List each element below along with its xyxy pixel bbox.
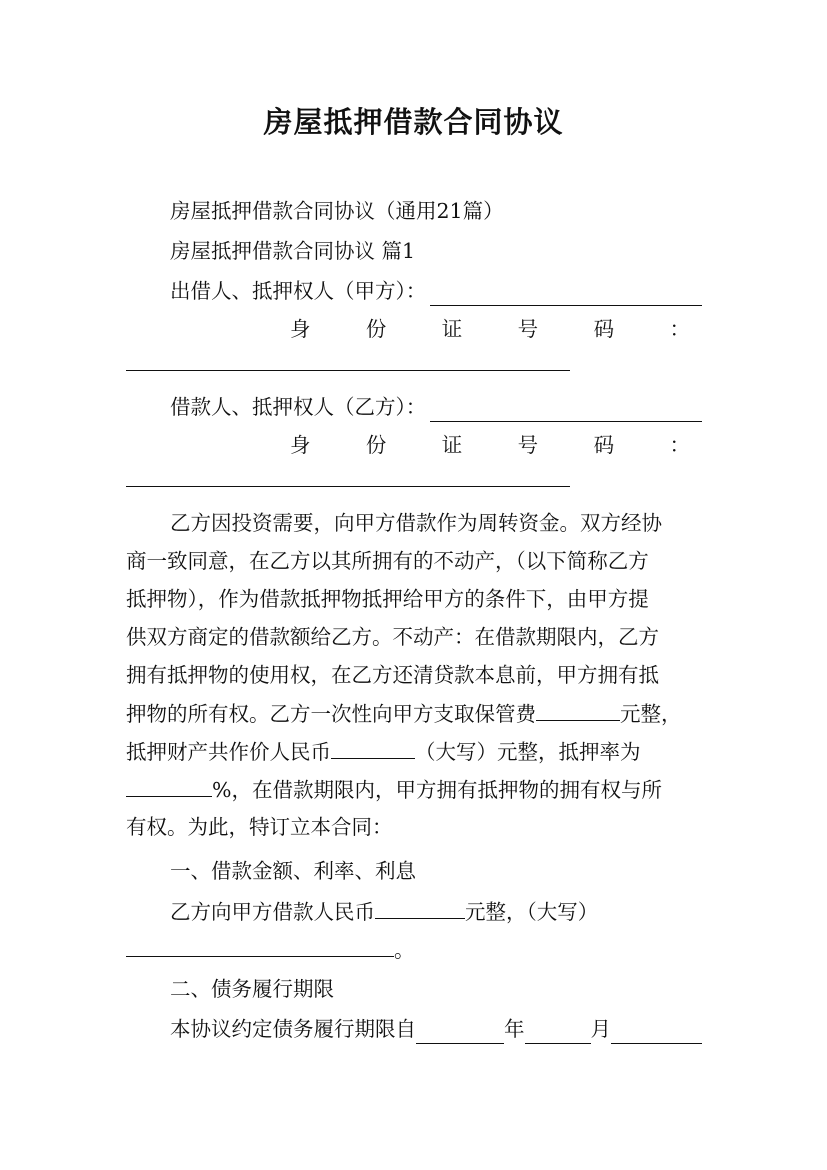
year-blank	[416, 1021, 504, 1044]
body-line: 供双方商定的借款额给乙方。不动产：在借款期限内，乙方	[126, 625, 659, 649]
value-text: 抵押财产共作价人民币	[126, 740, 331, 764]
body-line: 有权。为此，特订立本合同：	[126, 815, 393, 839]
id-char: 身	[290, 317, 311, 341]
rate-text: %，在借款期限内，甲方拥有抵押物的拥有权与所	[212, 778, 662, 802]
lender-id-blank	[126, 348, 570, 371]
id-char: 份	[365, 317, 387, 341]
fee-blank	[536, 698, 620, 721]
body-line-value	[126, 736, 702, 767]
month-blank	[525, 1021, 591, 1044]
loan-amount-unit: 元整，（大写）	[465, 900, 599, 924]
lender-field	[170, 276, 702, 306]
body-line: 乙方因投资需要，向甲方借款作为周转资金。双方经协	[170, 511, 662, 535]
loan-amount-words-blank	[126, 934, 394, 957]
section-heading-2: 二、债务履行期限	[170, 977, 334, 1001]
value-blank	[331, 736, 415, 759]
body-line: 商一致同意，在乙方以其所拥有的不动产，（以下简称乙方	[126, 549, 649, 573]
loan-amount-text: 乙方向甲方借款人民币	[170, 900, 375, 924]
body-line-rate	[126, 774, 702, 805]
id-char: 码	[593, 433, 615, 457]
loan-amount-blank	[375, 896, 465, 919]
loan-amount-line	[170, 896, 702, 927]
id-char: 号	[517, 317, 539, 341]
body-line-fee	[126, 698, 702, 729]
id-char: 份	[365, 433, 387, 457]
borrower-id-blank	[126, 464, 570, 487]
term-text: 本协议约定债务履行期限自	[170, 1017, 416, 1041]
fee-unit: 元整，	[620, 702, 682, 726]
id-char: 证	[441, 317, 463, 341]
borrower-id-blank-line	[126, 464, 702, 495]
id-char: 号	[517, 433, 539, 457]
rate-blank	[126, 774, 212, 797]
fee-text: 押物的所有权。乙方一次性向甲方支取保管费	[126, 702, 536, 726]
borrower-field	[170, 392, 702, 422]
lender-id-label	[290, 314, 690, 344]
id-char: ：	[669, 433, 690, 457]
id-char: ：	[669, 317, 690, 341]
part-heading: 房屋抵押借款合同协议 篇1	[170, 239, 416, 263]
id-char: 身	[290, 433, 311, 457]
lender-id-blank-line	[126, 348, 702, 379]
borrower-id-label	[290, 430, 690, 460]
period: 。	[394, 938, 415, 962]
month-label: 月	[590, 1017, 611, 1041]
loan-amount-words-line	[126, 934, 702, 965]
intro-line: 房屋抵押借款合同协议（通用21篇）	[170, 199, 504, 223]
id-char: 证	[441, 433, 463, 457]
body-line: 抵押物），作为借款抵押物抵押给甲方的条件下，由甲方提	[126, 587, 649, 611]
body-line: 拥有抵押物的使用权，在乙方还清贷款本息前，甲方拥有抵	[126, 663, 659, 687]
id-char: 码	[593, 317, 615, 341]
borrower-blank	[430, 399, 702, 422]
day-blank	[611, 1021, 702, 1044]
lender-blank	[430, 283, 702, 306]
borrower-label: 借款人、抵押权人（乙方）：	[170, 395, 427, 419]
lender-label: 出借人、抵押权人（甲方）：	[170, 279, 427, 303]
value-text-2: （大写）元整，抵押率为	[415, 740, 641, 764]
section-heading-1: 一、借款金额、利率、利息	[170, 859, 416, 883]
term-line	[170, 1014, 702, 1044]
document-title: 房屋抵押借款合同协议	[263, 105, 564, 139]
year-label: 年	[504, 1017, 525, 1041]
